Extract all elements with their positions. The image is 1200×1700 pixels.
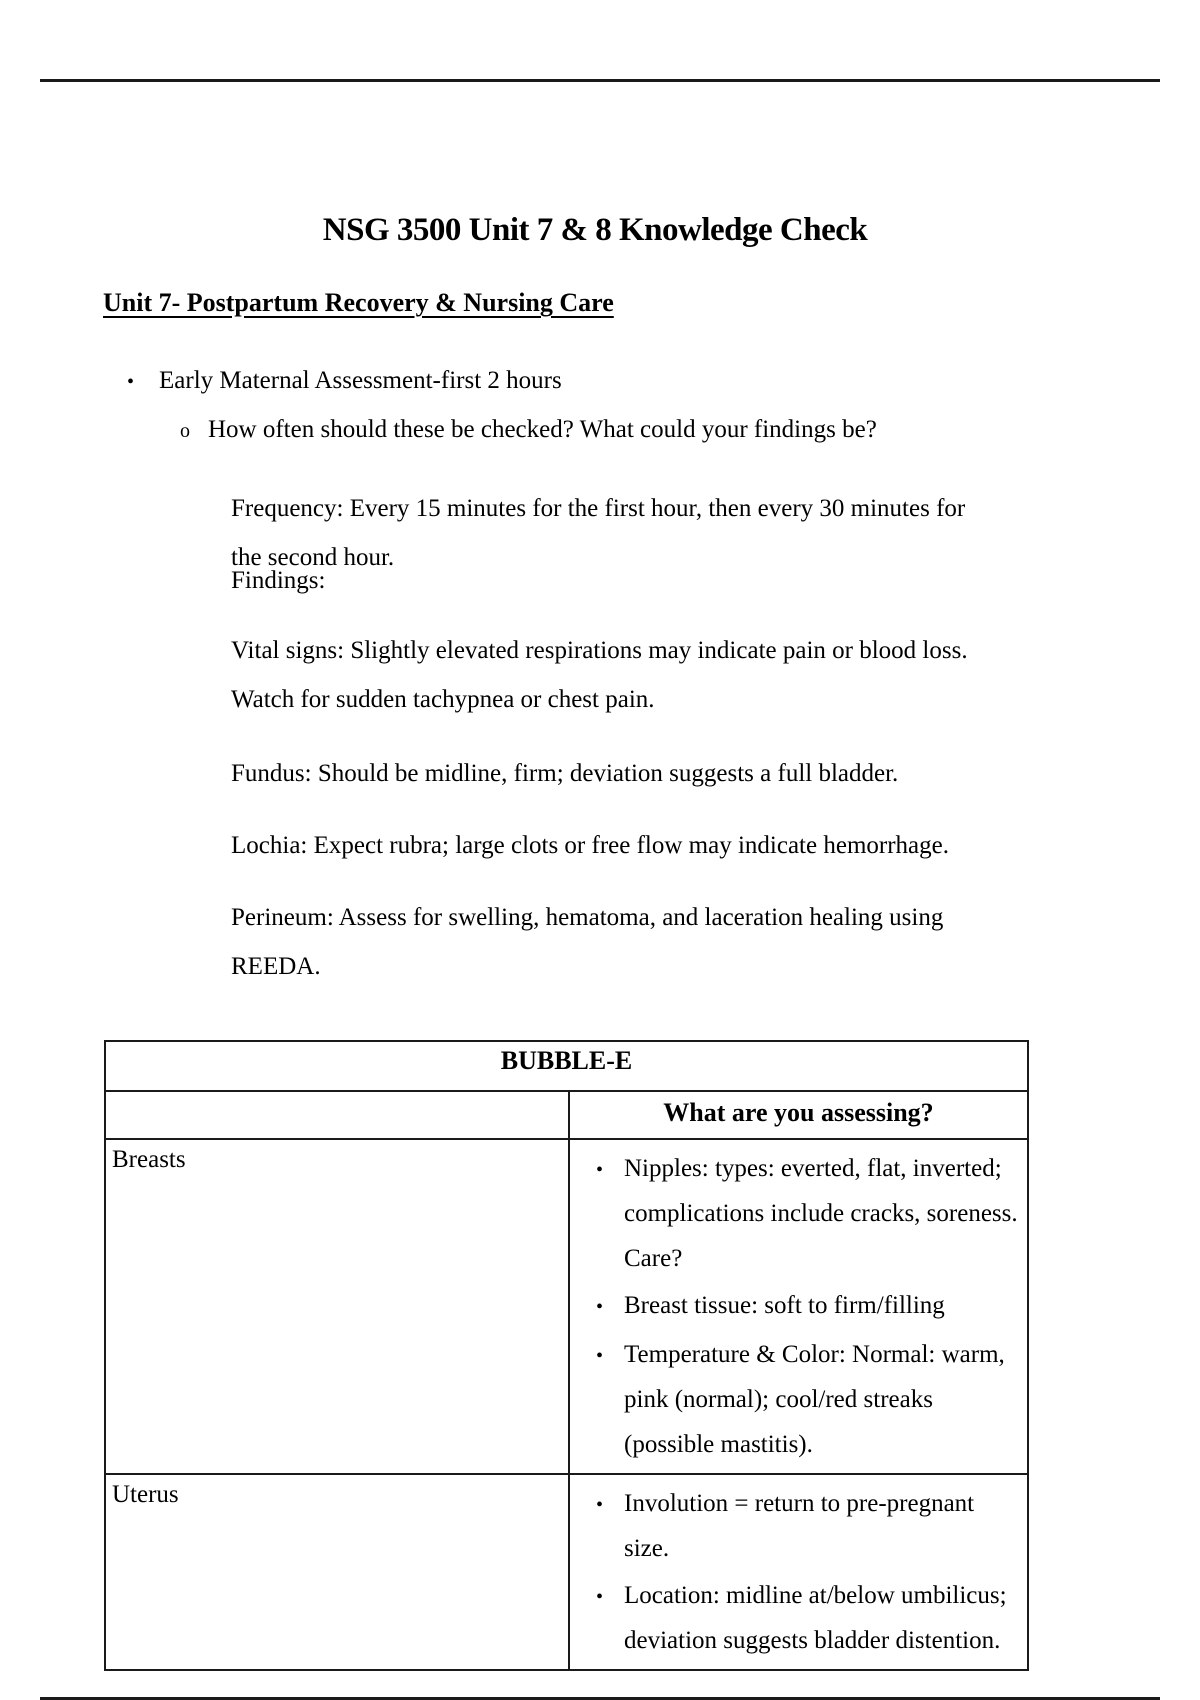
sub-list-item-question — [180, 416, 877, 444]
subheader-left — [105, 1091, 569, 1139]
sub-list-item-text: How often should these be checked? What could your findings be? — [208, 416, 877, 443]
table-row — [105, 1139, 1028, 1474]
bullet-icon: • — [596, 1494, 604, 1516]
list-item — [596, 1332, 1019, 1467]
bubble-e-table — [104, 1040, 1029, 1671]
row-content-breasts — [569, 1139, 1028, 1474]
paragraph-lochia: Lochia: Expect rubra; large clots or free flow may indicate hemorrhage. — [231, 832, 949, 859]
bullet-icon: • — [127, 371, 135, 393]
paragraph-fundus: Fundus: Should be midline, firm; deviation suggests a full bladder. — [231, 760, 899, 787]
bullet-icon: • — [596, 1296, 604, 1318]
list-item-text: Temperature & Color: Normal: warm, pink (normal); cool/red streaks (possible mastitis). — [624, 1341, 1005, 1458]
hollow-bullet-icon: o — [180, 420, 190, 442]
bullet-icon: • — [596, 1586, 604, 1608]
list-item — [596, 1481, 1019, 1571]
list-item-text: Involution = return to pre-pregnant size. — [624, 1490, 975, 1562]
paragraph-findings: Findings: — [231, 567, 326, 594]
table-header-row — [105, 1041, 1028, 1091]
table-title: BUBBLE-E — [105, 1041, 1028, 1091]
list-item-text: Location: midline at/below umbilicus; deviation suggests bladder distention. — [624, 1582, 1007, 1654]
list-item-early-assessment — [127, 367, 562, 395]
list-item — [596, 1146, 1019, 1281]
list-item — [596, 1573, 1019, 1663]
list-item — [596, 1283, 1019, 1330]
unit-heading: Unit 7- Postpartum Recovery & Nursing Care — [103, 288, 614, 317]
top-rule — [40, 79, 1160, 82]
list-item-text: Breast tissue: soft to firm/filling — [624, 1292, 945, 1319]
row-label-breasts: Breasts — [105, 1139, 569, 1474]
list-item-text: Nipples: types: everted, flat, inverted; complications include cracks, soreness. Care? — [624, 1155, 1018, 1272]
bullet-icon: • — [596, 1345, 604, 1367]
paragraph-perineum: Perineum: Assess for swelling, hematoma, and laceration healing using REEDA. — [231, 904, 944, 980]
row-content-uterus — [569, 1474, 1028, 1670]
list-item-text: Early Maternal Assessment-first 2 hours — [159, 367, 562, 394]
table-subheader-row — [105, 1091, 1028, 1139]
paragraph-vital-signs: Vital signs: Slightly elevated respirations may indicate pain or blood loss. Watch for sudden tachypnea or chest pain. — [231, 637, 968, 713]
bullet-icon: • — [596, 1159, 604, 1181]
row-label-uterus: Uterus — [105, 1474, 569, 1670]
subheader-right: What are you assessing? — [569, 1091, 1028, 1139]
table-row — [105, 1474, 1028, 1670]
paragraph-frequency: Frequency: Every 15 minutes for the first hour, then every 30 minutes for the second hour. — [231, 495, 966, 571]
page-title: NSG 3500 Unit 7 & 8 Knowledge Check — [322, 212, 868, 248]
